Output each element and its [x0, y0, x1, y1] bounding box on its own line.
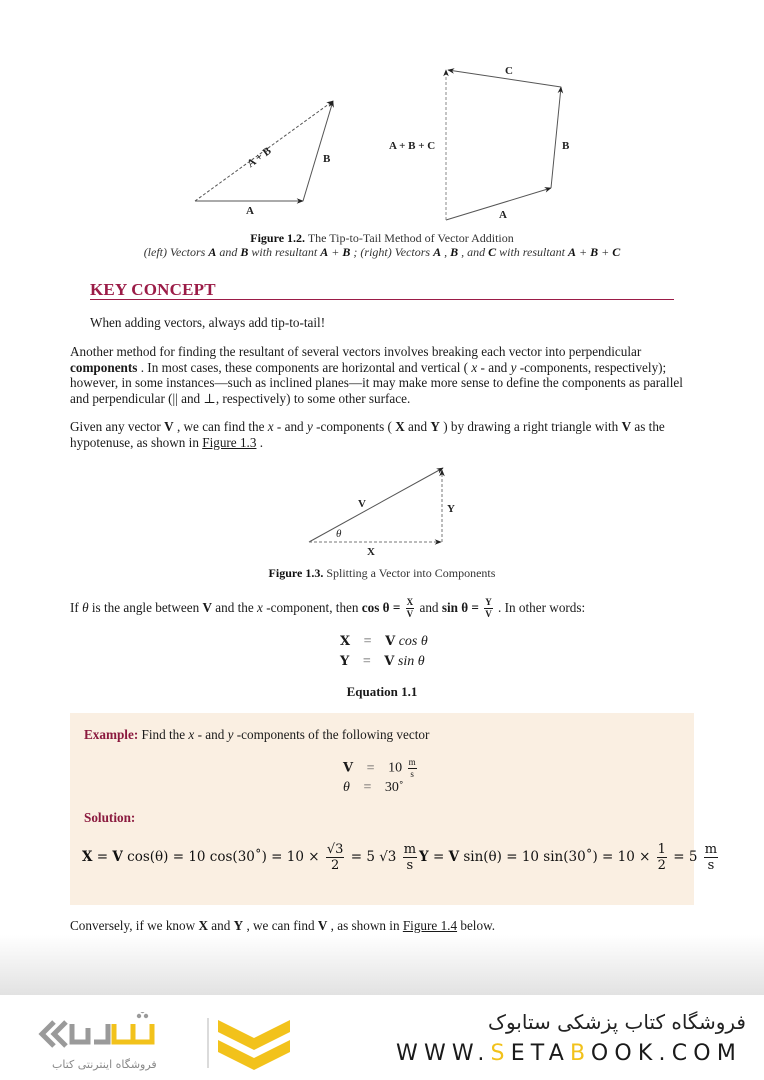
- text: , as shown in: [327, 918, 403, 933]
- paragraph-conversely: [70, 918, 690, 934]
- subcaption-text: with resultant: [496, 245, 569, 259]
- equation-1-1-row-1: [340, 634, 428, 650]
- fraction-denominator: 2: [657, 858, 666, 873]
- cos-expression: cos θ =: [361, 600, 404, 615]
- subcaption-vector: B: [240, 245, 249, 259]
- store-name: فروشگاه کتاب پزشکی ستابوک: [488, 1010, 746, 1034]
- subcaption-text: +: [598, 245, 613, 259]
- vector-v: V: [621, 419, 632, 434]
- given-lhs: V: [343, 760, 354, 776]
- vector-v-arrow: [309, 468, 443, 542]
- figure-label: Figure 1.2.: [250, 231, 306, 245]
- logo-chevrons-icon: [42, 1022, 66, 1046]
- label-b: B: [323, 153, 331, 165]
- unit-fraction: [704, 843, 718, 872]
- label-a: A: [246, 205, 254, 217]
- subcaption-vector: C: [612, 245, 621, 259]
- text: .: [256, 434, 264, 450]
- logo-wordmark-gray: [72, 1024, 108, 1042]
- figure-title: Splitting a Vector into Components: [323, 566, 496, 580]
- subcaption-vector: A: [433, 245, 442, 259]
- var-y: y: [227, 727, 234, 742]
- text: Conversely, if we know: [70, 918, 199, 933]
- key-concept-divider: [90, 299, 674, 300]
- equation-lhs: Y: [340, 654, 350, 669]
- solution-x-lhs: X: [82, 849, 93, 865]
- label-theta: θ: [336, 528, 342, 540]
- given-v: [343, 758, 419, 779]
- term-components: components: [70, 359, 138, 375]
- text: Given any vector: [70, 419, 165, 434]
- solution-equation: [82, 842, 718, 873]
- subcaption-vector: B: [450, 245, 459, 259]
- example-label: Example:: [84, 727, 139, 742]
- text: -component, then: [262, 600, 362, 615]
- given-value: 10: [388, 760, 403, 776]
- subcaption-text: ,: [441, 245, 451, 259]
- label-c: C: [505, 65, 513, 77]
- unit-fraction: [403, 843, 417, 872]
- solution-label: Solution:: [84, 810, 136, 825]
- url-part: ETA: [510, 1041, 570, 1066]
- unit-denominator: s: [707, 858, 715, 873]
- text: . In most cases, these components are horizontal and vertical (: [137, 359, 472, 375]
- figure-1-2-left-diagram: [180, 90, 360, 220]
- vector-b-arrow: [551, 87, 561, 188]
- text: , we can find: [243, 918, 318, 933]
- subcaption-text: (left) Vectors: [143, 245, 209, 259]
- text: =: [428, 849, 449, 865]
- figure-1-3-diagram: [300, 462, 470, 562]
- given-operator: =: [366, 760, 375, 776]
- sin-fraction: [484, 598, 493, 619]
- figure-1-3-link[interactable]: Figure 1.3: [202, 434, 257, 450]
- text: ) by drawing a right triangle with: [439, 419, 622, 434]
- var-x: x: [257, 600, 263, 615]
- text: -components (: [312, 419, 396, 434]
- equation-lhs: X: [340, 634, 351, 649]
- text: - and: [477, 359, 511, 375]
- solution-y-lhs: Y: [419, 849, 429, 865]
- equation-1-1-row-2: [340, 654, 425, 670]
- one-half-fraction: [657, 843, 667, 872]
- equation-1-1-label: Equation 1.1: [346, 684, 418, 699]
- fraction-denominator: 2: [331, 858, 340, 873]
- text: as the hypotenuse, as shown in: [70, 419, 665, 450]
- text: cos(θ) = 10 cos(30˚) = 10 ×: [122, 849, 324, 865]
- key-concept-heading: KEY CONCEPT: [90, 280, 216, 299]
- figure-1-3-caption: [0, 566, 764, 581]
- text: and: [416, 600, 442, 615]
- text: -components of the following vector: [233, 727, 430, 742]
- text: -components, respectively); however, in some instances—such as inclined planes—it may make more sense to define the components as parallel and perpendicular (|| and ⊥, respectively) to some other surface.: [70, 359, 683, 406]
- unit-denominator: s: [410, 769, 414, 779]
- url-highlight: S: [490, 1041, 511, 1066]
- text: Another method for finding the resultant of several vectors involves breaking each vector into perpendicular: [70, 344, 642, 359]
- url-part: OOK.COM: [590, 1041, 743, 1066]
- subcaption-text: +: [328, 245, 343, 259]
- figure-title: The Tip-to-Tail Method of Vector Addition: [305, 231, 514, 245]
- equation-operator: =: [363, 634, 372, 649]
- text: Find the: [138, 727, 189, 742]
- vector-x: X: [395, 419, 405, 434]
- subcaption-vector: A: [320, 245, 329, 259]
- vector-y: Y: [233, 918, 244, 933]
- vector-b-arrow: [303, 101, 333, 201]
- label-a: A: [499, 209, 507, 221]
- subcaption-text: +: [576, 245, 591, 259]
- url-highlight: B: [569, 1041, 591, 1066]
- vector-v: V: [317, 918, 328, 933]
- logo-dots: [137, 1012, 148, 1018]
- fraction-denominator: V: [485, 609, 492, 620]
- equation-rhs: cos θ: [395, 634, 428, 649]
- unit-numerator: m: [408, 757, 416, 767]
- fraction-numerator: Y: [485, 597, 492, 608]
- paragraph-components: [70, 344, 690, 406]
- text: and: [404, 419, 431, 434]
- equation-operator: =: [362, 654, 371, 669]
- given-theta: [343, 780, 404, 796]
- fraction-denominator: V: [406, 609, 414, 620]
- text: , we can find the: [173, 419, 268, 434]
- var-x: x: [188, 727, 195, 742]
- unit-numerator: m: [403, 842, 417, 857]
- vector-v: V: [202, 600, 212, 615]
- subcaption-vector: B: [590, 245, 599, 259]
- given-value: 30˚: [384, 780, 404, 795]
- figure-label: Figure 1.3.: [268, 566, 324, 580]
- label-y: Y: [447, 503, 455, 515]
- given-lhs: θ: [343, 780, 350, 795]
- vector-v: V: [164, 419, 174, 434]
- label-x: X: [367, 546, 375, 558]
- var-x: x: [267, 419, 274, 434]
- text: - and: [194, 727, 228, 742]
- unit-numerator: m: [704, 842, 718, 857]
- label-v: V: [358, 498, 366, 510]
- subcaption-vector: C: [488, 245, 497, 259]
- var-theta: θ: [82, 600, 89, 615]
- text: - and: [273, 419, 307, 434]
- equation-vector: V: [385, 634, 396, 649]
- var-x: x: [471, 359, 478, 375]
- given-operator: =: [363, 780, 372, 795]
- text: = 5: [668, 849, 702, 865]
- var-y: y: [306, 419, 313, 434]
- subcaption-text: , and: [458, 245, 489, 259]
- key-concept-text: When adding vectors, always add tip-to-tail!: [90, 315, 326, 330]
- vector-x: X: [198, 918, 208, 933]
- subcaption-vector: A: [208, 245, 217, 259]
- url-part: WWW.: [396, 1041, 491, 1066]
- store-url[interactable]: [396, 1041, 742, 1066]
- cos-fraction: [406, 598, 415, 619]
- sin-expression: sin θ =: [441, 600, 483, 615]
- logo-emblem-icon: [218, 1020, 290, 1070]
- text: If: [70, 600, 83, 615]
- unit-denominator: s: [406, 858, 414, 873]
- logo-subtitle: فروشگاه اینترنتی کتاب: [52, 1058, 157, 1071]
- fraction-numerator: X: [406, 597, 414, 608]
- subcaption-text: with resultant: [248, 245, 321, 259]
- vector-v: V: [112, 849, 123, 865]
- fraction-numerator: √3: [326, 842, 344, 857]
- figure-1-2-right-diagram: [380, 60, 580, 230]
- equation-rhs: sin θ: [394, 654, 425, 669]
- text: = 5 √3: [346, 849, 401, 865]
- unit-fraction: [408, 758, 417, 779]
- subcaption-vector: B: [342, 245, 351, 259]
- vector-y: Y: [430, 419, 440, 434]
- label-a-plus-b-plus-c: A + B + C: [389, 140, 436, 152]
- text: and: [207, 918, 234, 933]
- fraction-numerator: 1: [657, 842, 666, 857]
- sqrt3-over-2-fraction: [326, 843, 345, 872]
- example-prompt: [84, 727, 704, 743]
- text: below.: [457, 918, 496, 933]
- text: is the angle between: [88, 600, 203, 615]
- text: sin(θ) = 10 sin(30˚) = 10 ×: [459, 849, 655, 865]
- subcaption-text: and: [216, 245, 241, 259]
- label-b: B: [562, 140, 570, 152]
- figure-1-2-caption: [0, 231, 764, 246]
- equation-vector: V: [384, 654, 395, 669]
- text: =: [92, 849, 113, 865]
- var-y: y: [510, 359, 517, 375]
- vector-v: V: [448, 849, 460, 865]
- text: . In other words:: [494, 600, 586, 615]
- paragraph-trig-relations: [70, 598, 690, 619]
- paragraph-given-vector: [70, 419, 690, 450]
- subcaption-vector: A: [568, 245, 577, 259]
- subcaption-text: ; (right) Vectors: [350, 245, 434, 259]
- text: and the: [212, 600, 258, 615]
- logo-wordmark-yellow: [114, 1024, 152, 1042]
- figure-1-4-link[interactable]: Figure 1.4: [402, 918, 458, 933]
- figure-1-2-subcaption: [0, 245, 764, 260]
- label-a-plus-b: A + B: [245, 144, 274, 171]
